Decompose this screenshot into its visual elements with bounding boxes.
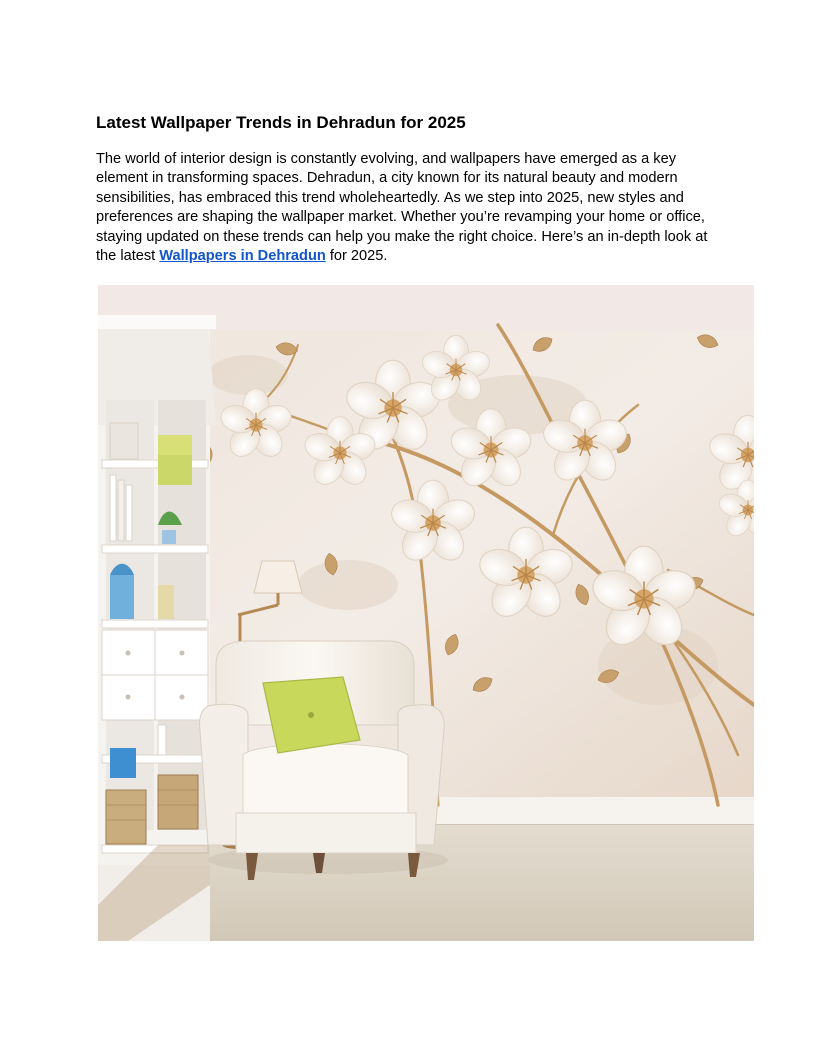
page-title: Latest Wallpaper Trends in Dehradun for 2025 xyxy=(96,113,466,132)
intro-text-end: for 2025. xyxy=(325,248,388,265)
intro-paragraph xyxy=(96,150,720,266)
bookshelf xyxy=(98,315,216,941)
wallpapers-in-dehradun-link[interactable]: Wallpapers in Dehradun xyxy=(159,248,326,265)
armchair xyxy=(200,641,448,880)
intro-text: The world of interior design is constantly evolving, and wallpapers have emerged as a key element in transforming spaces. Dehradun, a city known for its natural beauty and modern sensibilities, has embraced this trend wholeheartedly. As we step into 2025, new styles and preferences are shaping the wallpaper market. Whether you’re revamping your home or office, staying updated on these trends can help you make the right choice. Here’s an in-depth look at the latest xyxy=(96,151,708,265)
wallpaper-room-photo xyxy=(98,285,754,941)
